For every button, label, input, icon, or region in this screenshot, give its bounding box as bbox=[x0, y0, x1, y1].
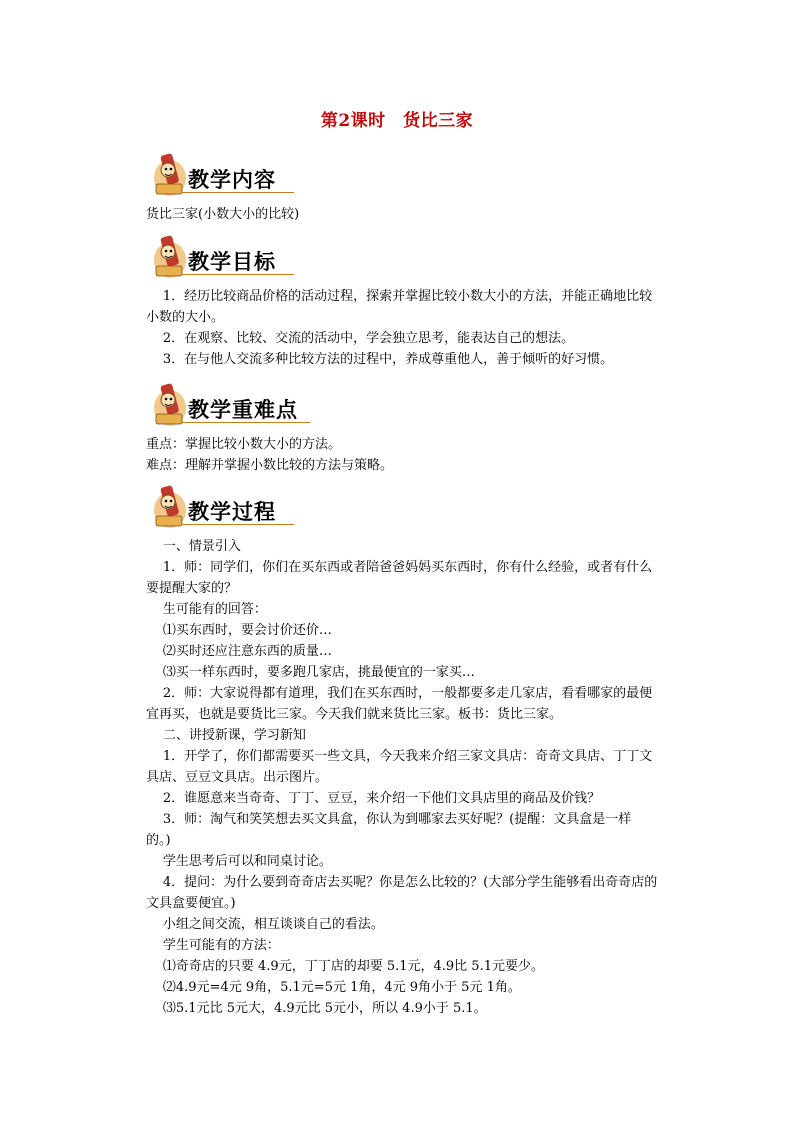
text-line: 文具盒要便宜。) bbox=[146, 896, 236, 911]
text-line: 一、情景引入 bbox=[162, 539, 241, 554]
section-process bbox=[146, 482, 686, 1019]
text-line: 二、讲授新课，学习新知 bbox=[162, 728, 306, 743]
text-line: 4．提问：为什么要到奇奇店去买呢？你是怎么比较的？(大部分学生能够看出奇奇店的 bbox=[162, 875, 658, 890]
text-line: 具店、豆豆文具店。出示图片。 bbox=[146, 770, 329, 785]
section-header bbox=[146, 482, 686, 532]
text-line: ⑵4.9元=4元 9角，5.1元=5元 1角，4元 9角小于 5元 1角。 bbox=[162, 980, 521, 995]
text-line: 难点：理解并掌握小数比较的方法与策略。 bbox=[146, 458, 394, 473]
section-header bbox=[146, 380, 686, 430]
text-line: ⑶5.1元比 5元大，4.9元比 5元小，所以 4.9小于 5.1。 bbox=[162, 1001, 487, 1016]
text-line: 2．谁愿意来当奇奇、丁丁、豆豆，来介绍一下他们文具店里的商品及价钱？ bbox=[162, 791, 601, 806]
text-line: 学生思考后可以和同桌讨论。 bbox=[162, 854, 332, 869]
heading-underline bbox=[182, 192, 294, 193]
process-body bbox=[146, 536, 686, 1019]
text-line: 学生可能有的方法： bbox=[162, 938, 280, 953]
section-header bbox=[146, 150, 686, 200]
text-line: 2．师：大家说得都有道理，我们在买东西时，一般都要多走几家店，看看哪家的最便 bbox=[162, 686, 653, 701]
section-content bbox=[146, 150, 686, 225]
lesson-title: 第2课时 货比三家 bbox=[320, 111, 474, 131]
text-line: 要提醒大家的？ bbox=[146, 581, 238, 596]
section-heading: 教学内容 bbox=[188, 168, 276, 192]
section-key-points bbox=[146, 380, 686, 476]
text-line: 小组之间交流，相互谈谈自己的看法。 bbox=[162, 917, 384, 932]
text-line: 宜再买，也就是要货比三家。今天我们就来货比三家。板书：货比三家。 bbox=[146, 707, 563, 722]
text-line: 生可能有的回答： bbox=[162, 602, 267, 617]
text-line: ⑴奇奇店的只要 4.9元，丁丁店的却要 5.1元，4.9比 5.1元要少。 bbox=[162, 959, 544, 974]
text-line: 3．在与他人交流多种比较方法的过程中，养成尊重他人，善于倾听的好习惯。 bbox=[162, 352, 614, 367]
section-heading: 教学重难点 bbox=[188, 398, 298, 422]
text-line: 3．师：淘气和笑笑想去买文具盒，你认为到哪家去买好呢？(提醒：文具盒是一样 bbox=[162, 812, 632, 827]
text-line: 1．经历比较商品价格的活动过程，探索并掌握比较小数大小的方法，并能正确地比较 bbox=[162, 289, 653, 304]
text-line: ⑵买时还应注意东西的质量… bbox=[162, 644, 332, 659]
section-heading: 教学过程 bbox=[188, 500, 276, 524]
heading-underline bbox=[182, 422, 310, 423]
heading-underline bbox=[182, 274, 294, 275]
text-line: ⑶买一样东西时，要多跑几家店，挑最便宜的一家买… bbox=[162, 665, 475, 680]
text-line: 货比三家(小数大小的比较) bbox=[146, 207, 300, 222]
section-heading: 教学目标 bbox=[188, 250, 276, 274]
text-line: 重点：掌握比较小数大小的方法。 bbox=[146, 437, 342, 452]
heading-underline bbox=[182, 524, 294, 525]
text-line: ⑴买东西时，要会讨价还价… bbox=[162, 623, 332, 638]
text-line: 1．开学了，你们都需要买一些文具，今天我来介绍三家文具店：奇奇文具店、丁丁文 bbox=[162, 749, 653, 764]
section-header bbox=[146, 232, 686, 282]
text-line: 小数的大小。 bbox=[146, 310, 225, 325]
section-objectives bbox=[146, 232, 686, 370]
text-line: 2．在观察、比较、交流的活动中，学会独立思考，能表达自己的想法。 bbox=[162, 331, 575, 346]
text-line: 1．师：同学们，你们在买东西或者陪爸爸妈妈买东西时，你有什么经验，或者有什么 bbox=[162, 560, 653, 575]
text-line: 的。) bbox=[146, 833, 171, 848]
